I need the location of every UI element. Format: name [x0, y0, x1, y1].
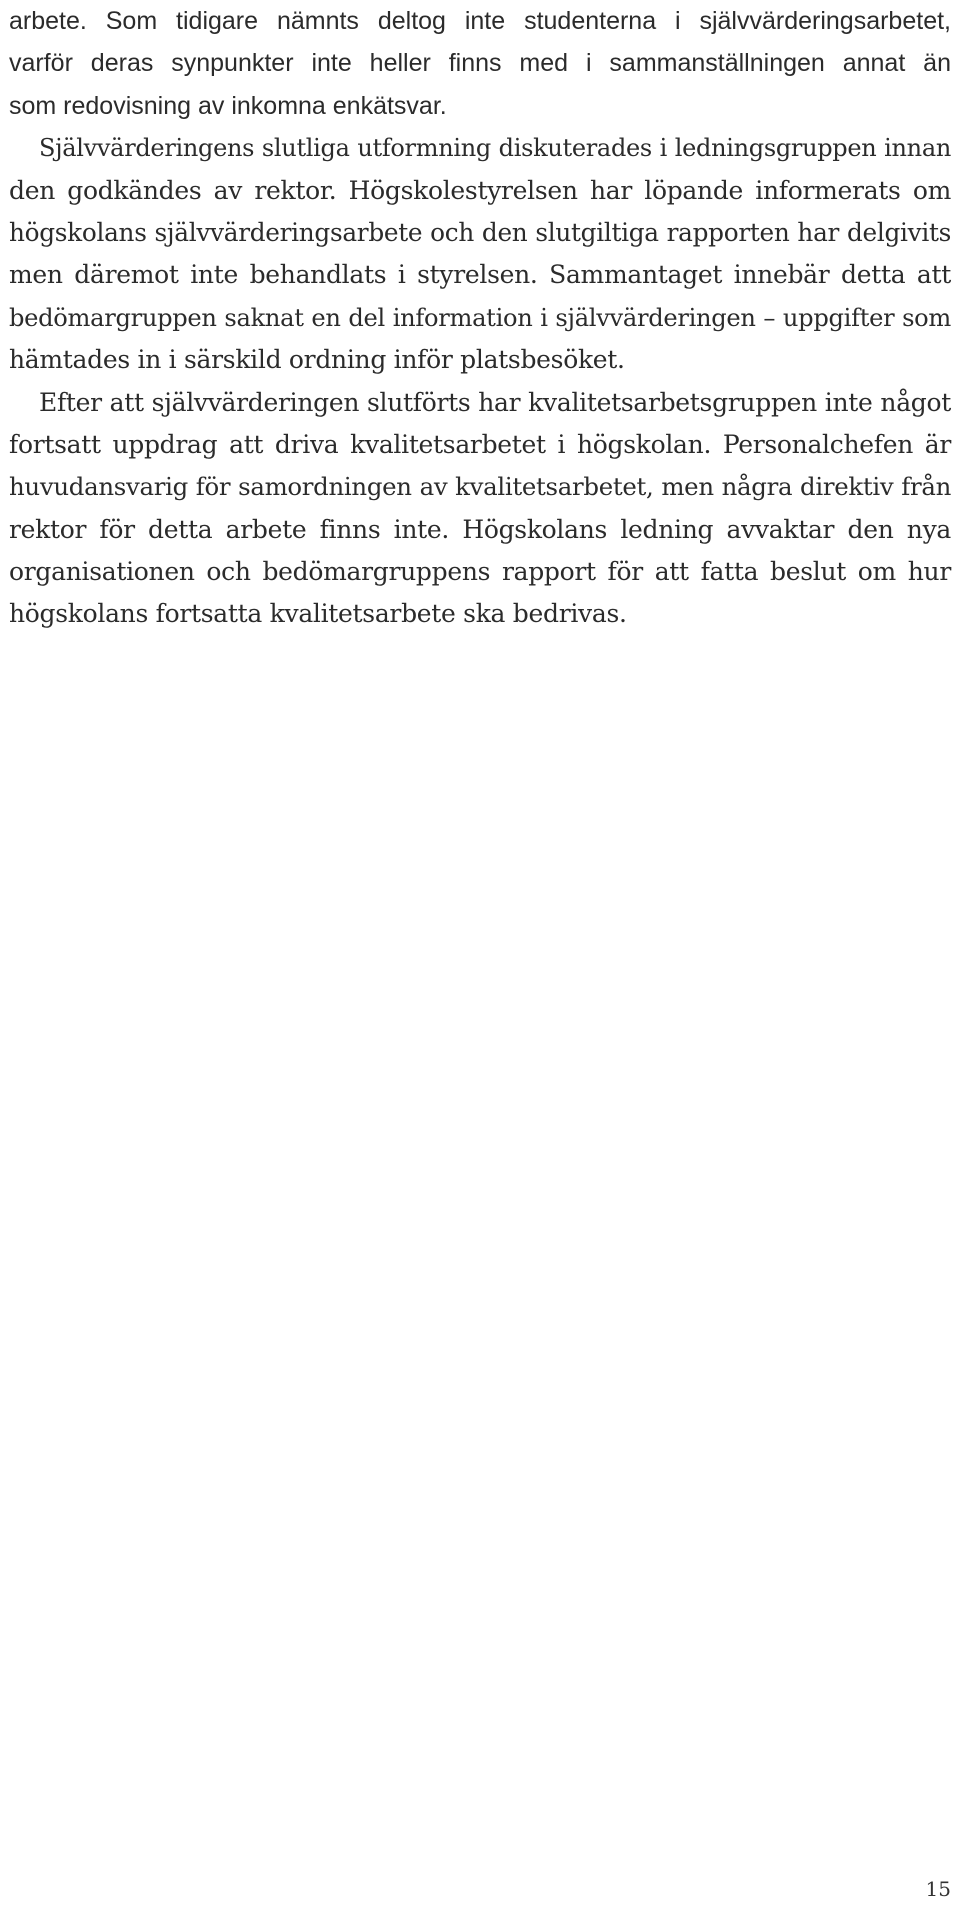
text-line: hämtades in i särskild ordning inför platsbesöket.: [9, 345, 625, 375]
text-line: Självvärderingens slutliga utformning diskuterades i ledningsgruppen innan: [39, 134, 951, 163]
text-line: men däremot inte behandlats i styrelsen. Sammantaget innebär detta att: [9, 260, 951, 290]
text-line: bedömargruppen saknat en del information i självvärderingen – uppgifter som: [9, 303, 951, 332]
text-line: som redovisning av inkomna enkätsvar.: [9, 91, 447, 120]
page-number: 15: [925, 1877, 951, 1901]
text-line: varför deras synpunkter inte heller finns med i sammanställningen annat än: [9, 49, 951, 78]
text-line: Efter att självvärderingen slutförts har kvalitetsarbetsgruppen inte något: [39, 387, 951, 417]
text-line: organisationen och bedömargruppens rapport för att fatta beslut om hur: [9, 557, 951, 587]
text-line: huvudansvarig för samordningen av kvalitetsarbetet, men några direktiv från: [9, 472, 951, 502]
text-line: högskolans fortsatta kvalitetsarbete ska bedrivas.: [9, 599, 627, 629]
body-text: [9, 0, 951, 636]
text-line: den godkändes av rektor. Högskolestyrelsen har löpande informerats om: [9, 175, 951, 205]
text-line: arbete. Som tidigare nämnts deltog inte studenterna i självvärderingsarbetet,: [9, 7, 951, 35]
text-line: rektor för detta arbete finns inte. Högskolans ledning avvaktar den nya: [9, 514, 951, 544]
text-line: fortsatt uppdrag att driva kvalitetsarbetet i högskolan. Personalchefen är: [9, 429, 951, 459]
text-line: högskolans självvärderingsarbete och den slutgiltiga rapporten har delgivits: [9, 217, 951, 247]
